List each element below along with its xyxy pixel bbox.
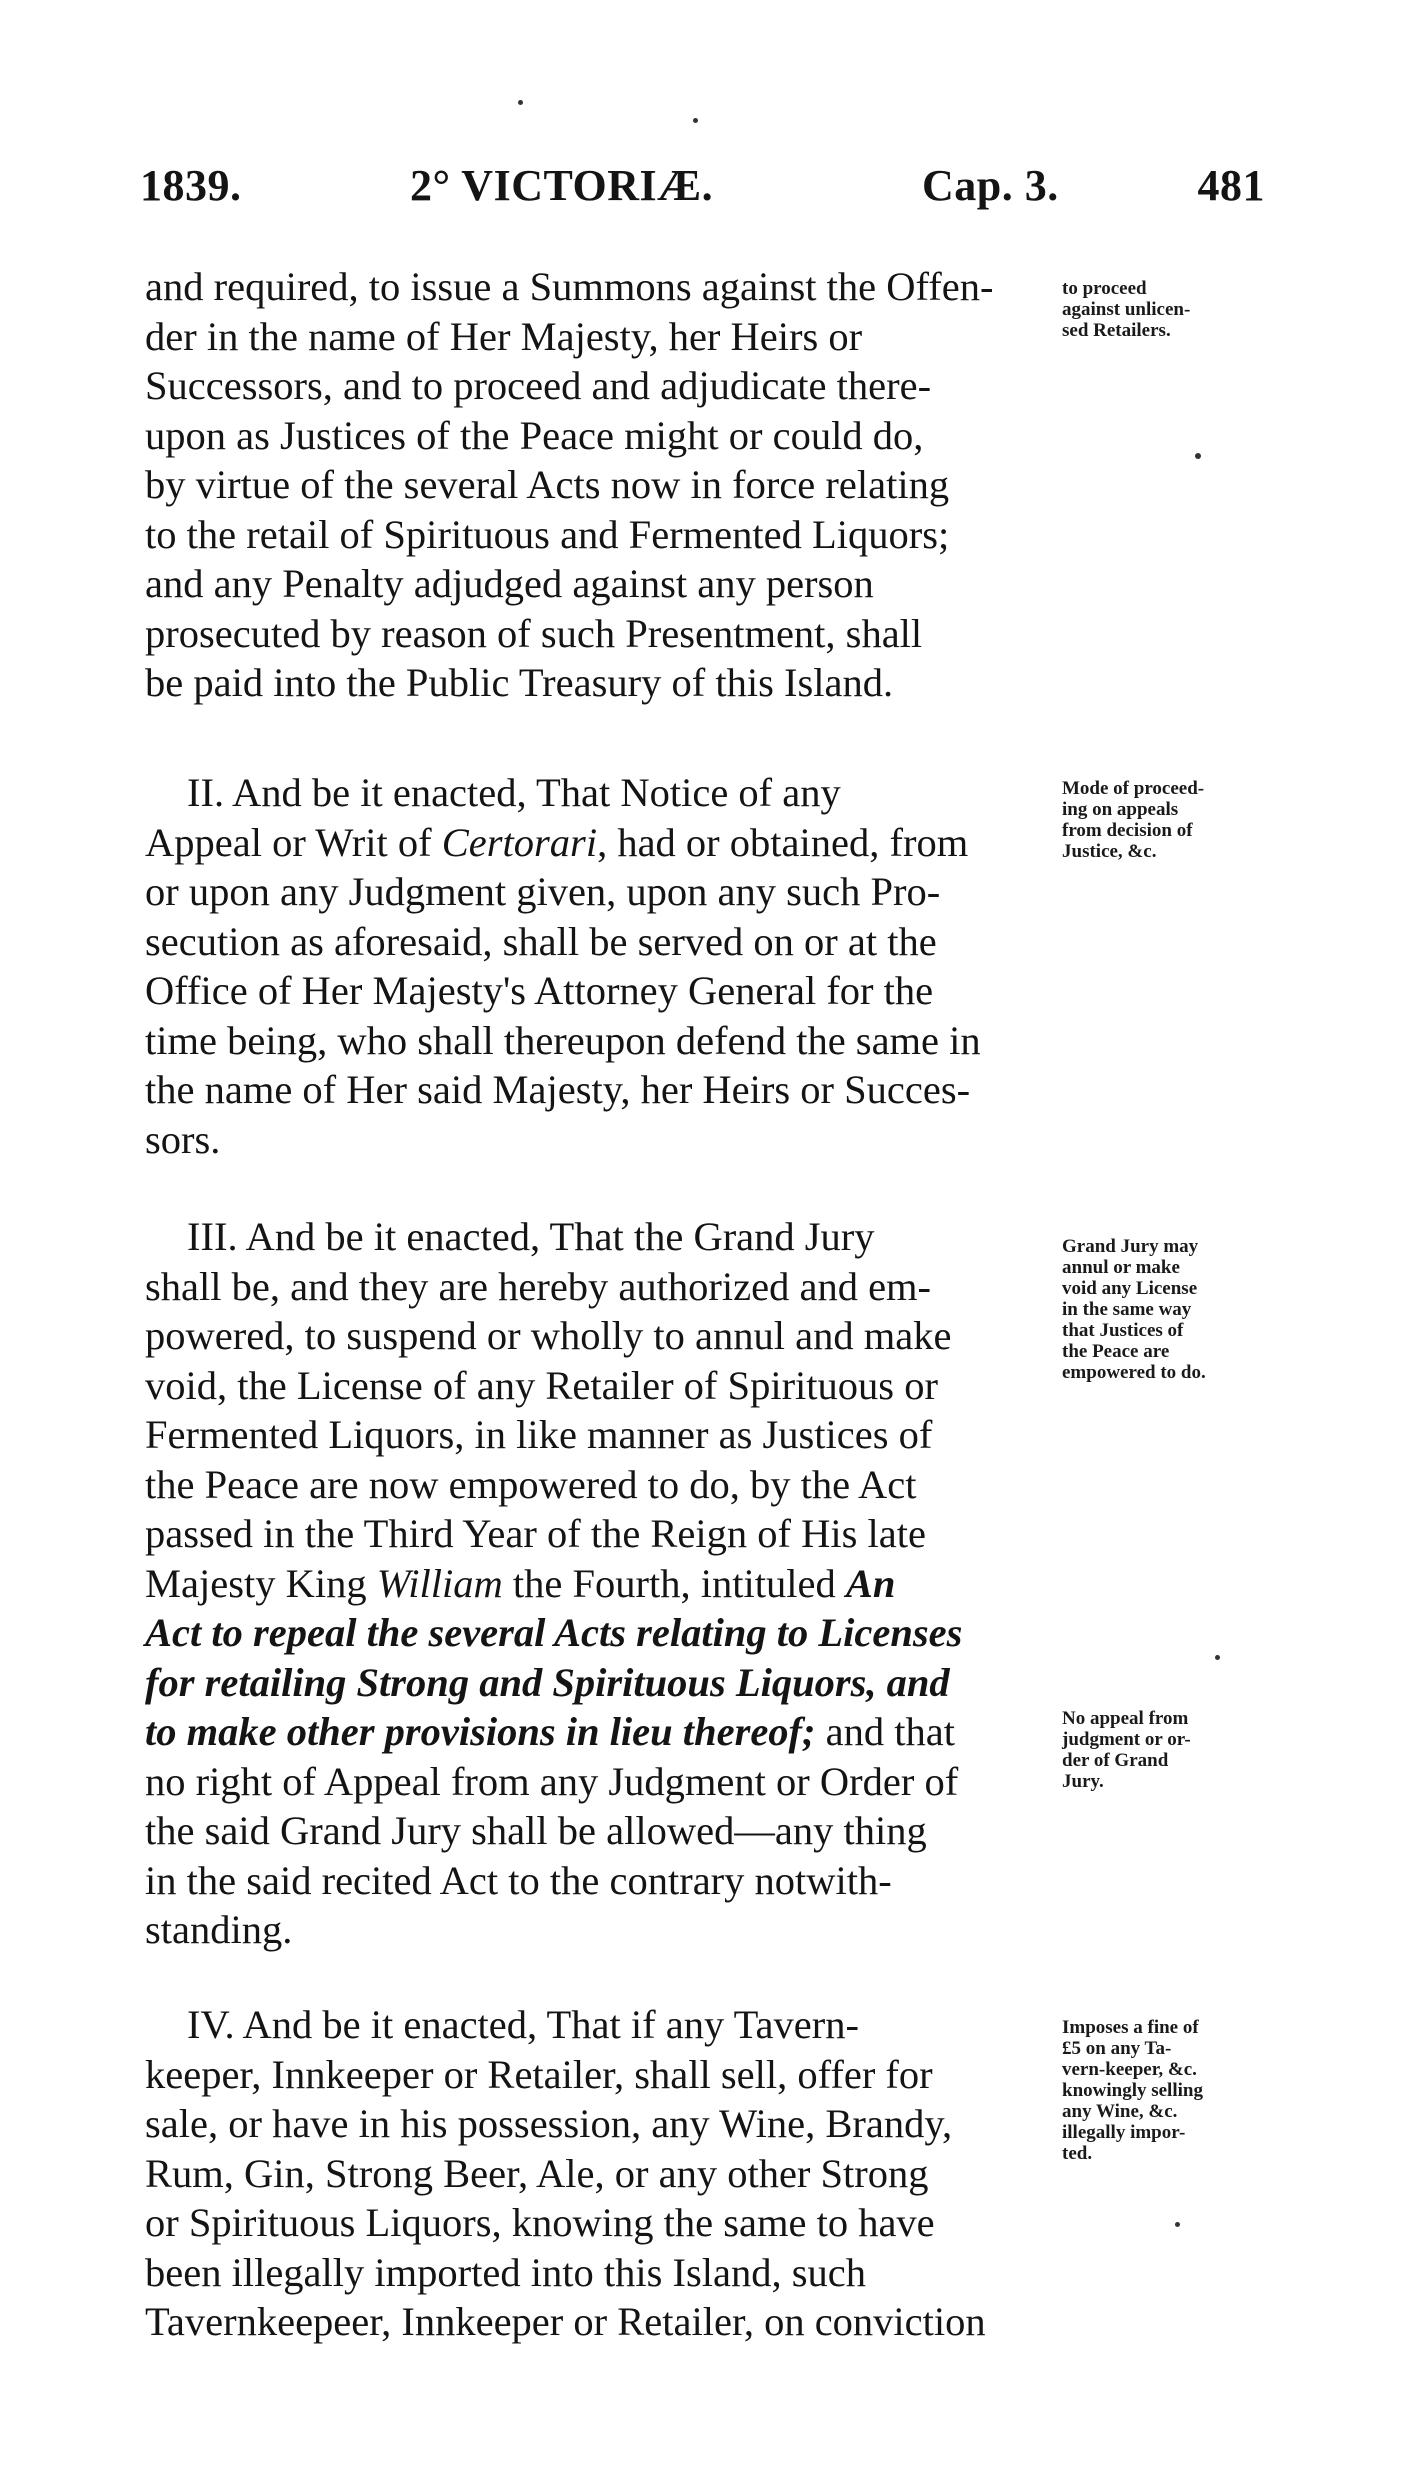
section-iii <box>145 1212 1055 1955</box>
text-line: der in the name of Her Majesty, her Heirs or <box>145 313 863 359</box>
text-line: Office of Her Majesty's Attorney General for the <box>145 968 934 1013</box>
section-continuation <box>145 262 1055 708</box>
text-line: II. And be it enacted, That Notice of any <box>187 770 841 815</box>
page-number: 481 <box>1197 161 1265 210</box>
note-line: empowered to do. <box>1062 1362 1206 1383</box>
text-line: Fermented Liquors, in like manner as Justices of <box>145 1412 933 1457</box>
note-line: ted. <box>1062 2143 1093 2164</box>
note-line: annul or make <box>1062 1257 1180 1278</box>
text-run: Majesty King <box>145 1560 377 1606</box>
text-line: Tavernkeepeer, Innkeeper or Retailer, on conviction <box>145 2299 986 2344</box>
act-title: for retailing Strong and Spirituous Liquors, and <box>145 1659 950 1705</box>
text-line: secution as aforesaid, shall be served on or at the <box>145 918 937 964</box>
note-line: £5 on any Ta- <box>1062 2038 1172 2059</box>
note-line: ing on appeals <box>1062 799 1179 820</box>
text-line: passed in the Third Year of the Reign of His late <box>145 1511 926 1556</box>
text-line: and any Penalty adjudged against any person <box>145 561 874 606</box>
note-line: sed Retailers. <box>1062 320 1171 341</box>
text-line: been illegally imported into this Island, such <box>145 2249 866 2295</box>
header-chapter: Cap. 3. <box>922 161 1059 210</box>
text-line: sale, or have in his possession, any Wine, Brandy, <box>145 2101 953 2146</box>
note-line: Justice, &c. <box>1062 841 1157 862</box>
margin-note <box>1062 1708 1272 1792</box>
scan-speck <box>518 100 523 105</box>
note-line: in the same way <box>1062 1299 1192 1320</box>
note-line: Imposes a fine of <box>1062 2017 1199 2038</box>
margin-note <box>1062 1236 1272 1383</box>
note-line: illegally impor- <box>1062 2122 1186 2143</box>
text-line: Successors, and to proceed and adjudicate there- <box>145 363 932 408</box>
margin-note <box>1062 778 1272 862</box>
note-line: Grand Jury may <box>1062 1236 1199 1257</box>
scan-speck <box>1175 2222 1180 2227</box>
header-year: 1839. <box>140 161 242 210</box>
text-line <box>145 1559 1055 1609</box>
note-line: against unlicen- <box>1062 299 1191 320</box>
text-line: keeper, Innkeeper or Retailer, shall sell, offer for <box>145 2051 933 2097</box>
note-line: Jury. <box>1062 1771 1104 1792</box>
act-title: to make other provisions in lieu thereof; <box>145 1709 816 1754</box>
section-iv <box>145 2000 1055 2347</box>
text-line: prosecuted by reason of such Presentment, shall <box>145 610 923 656</box>
text-line: Rum, Gin, Strong Beer, Ale, or any other Strong <box>145 2150 929 2196</box>
note-line: from decision of <box>1062 820 1193 841</box>
note-line: vern-keeper, &c. <box>1062 2059 1197 2080</box>
header-title: 2° VICTORIÆ. <box>410 161 714 210</box>
margin-note <box>1062 278 1272 341</box>
text-line: powered, to suspend or wholly to annul and make <box>145 1313 952 1358</box>
note-line: No appeal from <box>1062 1708 1189 1729</box>
text-line: shall be, and they are hereby authorized and em- <box>145 1263 932 1309</box>
text-line: upon as Justices of the Peace might or could do, <box>145 412 924 458</box>
running-header <box>140 160 1265 220</box>
text-run: Appeal or Writ of <box>145 819 442 865</box>
text-line: in the said recited Act to the contrary notwith- <box>145 1857 892 1903</box>
text-run: , had or obtained, from <box>597 819 969 865</box>
text-line: void, the License of any Retailer of Spirituous or <box>145 1362 938 1408</box>
text-line: the Peace are now empowered to do, by the Act <box>145 1461 917 1507</box>
text-line: sors. <box>145 1116 221 1162</box>
text-line <box>145 818 1055 868</box>
italic-term: William <box>376 1560 503 1606</box>
note-line: void any License <box>1062 1278 1198 1299</box>
text-line: to the retail of Spirituous and Fermented Liquors; <box>145 511 950 557</box>
text-line: or Spirituous Liquors, knowing the same to have <box>145 2200 935 2245</box>
text-line <box>145 1707 1055 1757</box>
text-line: IV. And be it enacted, That if any Tavern- <box>187 2002 859 2047</box>
text-line: time being, who shall thereupon defend the same in <box>145 1017 981 1063</box>
text-run: the Fourth, intituled <box>502 1560 846 1606</box>
text-line: and required, to issue a Summons against the Offen- <box>145 264 994 309</box>
italic-term: Certorari <box>441 819 598 865</box>
note-line: to proceed <box>1062 278 1147 299</box>
note-line: knowingly selling <box>1062 2080 1203 2101</box>
note-line: any Wine, &c. <box>1062 2101 1178 2122</box>
text-run: and that <box>815 1709 955 1754</box>
text-line: III. And be it enacted, That the Grand Jury <box>187 1214 875 1259</box>
note-line: judgment or or- <box>1062 1729 1191 1750</box>
scan-speck <box>1215 1655 1220 1660</box>
note-line: the Peace are <box>1062 1341 1170 1362</box>
margin-note <box>1062 2017 1272 2164</box>
note-line: Mode of proceed- <box>1062 778 1205 799</box>
text-line: standing. <box>145 1907 293 1952</box>
text-line: the name of Her said Majesty, her Heirs or Succes- <box>145 1067 971 1112</box>
text-line: the said Grand Jury shall be allowed—any thing <box>145 1808 927 1853</box>
text-line: no right of Appeal from any Judgment or Order of <box>145 1758 959 1804</box>
text-line: or upon any Judgment given, upon any such Pro- <box>145 869 941 914</box>
act-title: An <box>845 1560 896 1606</box>
note-line: der of Grand <box>1062 1750 1169 1771</box>
text-line: be paid into the Public Treasury of this Island. <box>145 660 894 705</box>
scan-speck <box>1195 453 1201 459</box>
note-line: that Justices of <box>1062 1320 1184 1341</box>
act-title: Act to repeal the several Acts relating to Licenses <box>145 1610 963 1655</box>
section-ii <box>145 768 1055 1164</box>
scan-speck <box>693 118 698 123</box>
text-line: by virtue of the several Acts now in force relating <box>145 462 950 507</box>
